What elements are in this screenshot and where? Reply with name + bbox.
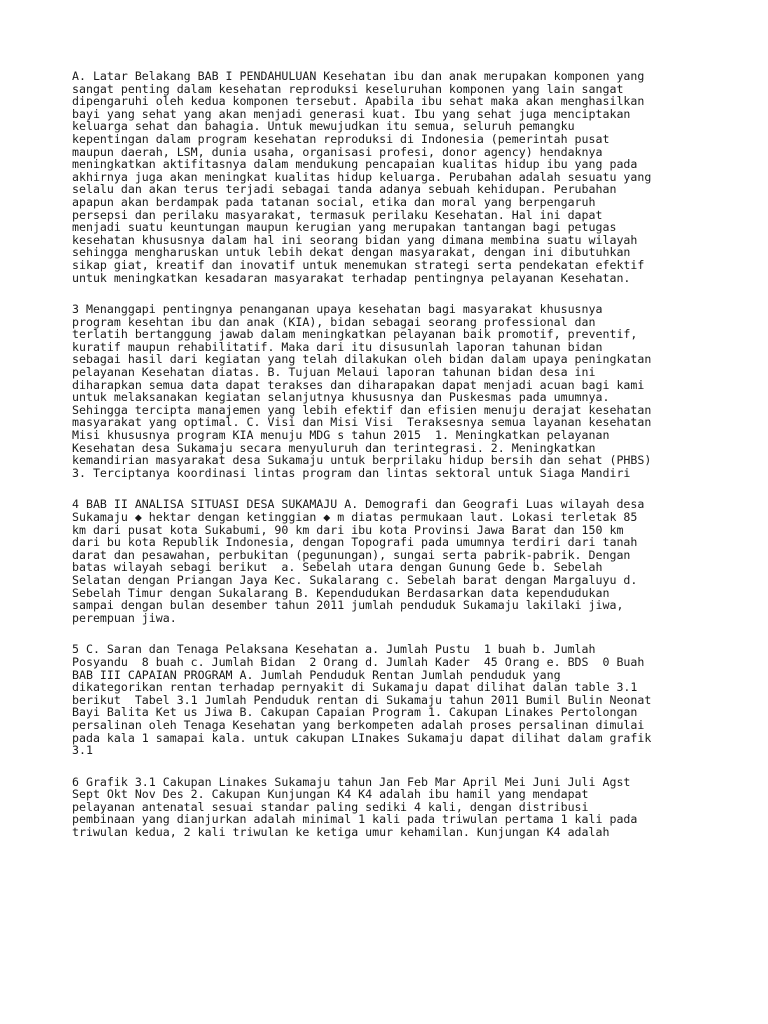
text-line: akhirnya juga akan meningkat kualitas hidup keluarga. Perubahan adalah sesuatu yang	[72, 169, 652, 184]
text-line: Bayi Balita Ket us Jiwa B. Cakupan Capaian Program 1. Cakupan Linakes Pertolongan	[72, 705, 638, 720]
text-line: bayi yang sehat yang akan menjadi generasi kuat. Ibu yang sehat juga menciptakan	[72, 106, 631, 121]
text-line: dari bu kota Republik Indonesia, dengan Topografi pada umumnya terdiri dari tanah	[72, 535, 638, 550]
text-line: Posyandu 8 buah c. Jumlah Bidan 2 Orang d. Jumlah Kader 45 Orang e. BDS 0 Buah	[72, 654, 645, 669]
document-page	[72, 70, 712, 858]
text-line: BAB III CAPAIAN PROGRAM A. Jumlah Penduduk Rentan Jumlah penduduk yang	[72, 667, 561, 682]
paragraph-3	[72, 498, 712, 624]
text-line: sampai dengan bulan desember tahun 2011 jumlah penduduk Sukamaju lakilaki jiwa,	[72, 598, 624, 613]
text-line: Sebelah Timur dengan Sukalarang B. Kependudukan Berdasarkan data kependudukan	[72, 585, 610, 600]
text-line: sikap giat, kreatif dan inovatif untuk menemukan strategi serta pendekatan efektif	[72, 257, 645, 272]
text-line: program kesehtan ibu dan anak (KIA), bidan sebagai seorang professional dan	[72, 314, 596, 329]
text-line: meningkatkan aktifitasnya dalam mendukung pencapaian kualitas hidup ibu yang pada	[72, 157, 638, 172]
text-line: kuratif maupun rehabilitatif. Maka dari itu disusunlah laporan tahunan bidan	[72, 339, 603, 354]
text-line: kemandirian masyarakat desa Sukamaju untuk berprilaku hidup bersih dan sehat (PHBS)	[72, 453, 652, 468]
paragraph-4	[72, 643, 712, 756]
text-line: menjadi suatu keuntungan maupun kerugian yang merupakan tantangan bagi petugas	[72, 220, 617, 235]
text-line: untuk meningkatkan kesadaran masyarakat terhadap pentingnya pelayanan Kesehatan.	[72, 270, 631, 285]
text-line: kepentingan dalam program kesehatan reproduksi di Indonesia (pemerintah pusat	[72, 131, 610, 146]
text-line: untuk melaksanakan kegiatan selanjutnya khususnya dan Puskesmas pada umumnya.	[72, 390, 610, 405]
text-line: 6 Grafik 3.1 Cakupan Linakes Sukamaju tahun Jan Feb Mar April Mei Juni Juli Agst	[72, 774, 631, 789]
text-line: selalu dan akan terus terjadi sebagai tanda adanya sebuah kehidupan. Perubahan	[72, 182, 617, 197]
text-line: pelayanan Kesehatan diatas. B. Tujuan Melaui laporan tahunan bidan desa ini	[72, 365, 596, 380]
text-line: 3 Menanggapi pentingnya penanganan upaya kesehatan bagi masyarakat khususnya	[72, 302, 603, 317]
text-line: maupun daerah, LSM, dunia usaha, organisasi profesi, donor agency) hendaknya	[72, 144, 603, 159]
text-line: pada kala 1 samapai kala. untuk cakupan LInakes Sukamaju dapat dilihat dalam grafik	[72, 730, 652, 745]
text-line: persepsi dan perilaku masyarakat, termasuk perilaku Kesehatan. Hal ini dapat	[72, 207, 603, 222]
text-line: 4 BAB II ANALISA SITUASI DESA SUKAMAJU A. Demografi dan Geografi Luas wilayah desa	[72, 497, 645, 512]
text-line: diharapkan semua data dapat terakses dan diharapakan dapat menjadi acuan bagi kami	[72, 377, 645, 392]
text-line: berikut Tabel 3.1 Jumlah Penduduk rentan di Sukamaju tahun 2011 Bumil Bulin Neonat	[72, 692, 652, 707]
text-line: dipengaruhi oleh kedua komponen tersebut. Apabila ibu sehat maka akan menghasilkan	[72, 94, 645, 109]
text-line: sangat penting dalam kesehatan reproduksi keseluruhan komponen yang lain sangat	[72, 81, 624, 96]
paragraph-1	[72, 70, 712, 284]
text-line: 5 C. Saran dan Tenaga Pelaksana Kesehatan a. Jumlah Pustu 1 buah b. Jumlah	[72, 642, 596, 657]
text-line: terlatih bertanggung jawab dalam meningkatkan pelayanan baik promotif, preventif,	[72, 327, 638, 342]
text-line: pelayanan antenatal sesuai standar paling sediki 4 kali, dengan distribusi	[72, 799, 589, 814]
text-line: pembinaan yang dianjurkan adalah minimal 1 kali pada triwulan pertama 1 kali pada	[72, 812, 638, 827]
text-line: A. Latar Belakang BAB I PENDAHULUAN Kesehatan ibu dan anak merupakan komponen yang	[72, 69, 645, 83]
paragraph-2	[72, 303, 712, 479]
text-line: Sehingga tercipta manajemen yang lebih efektif dan efisien menuju derajat kesehatan	[72, 402, 652, 417]
text-line: Sept Okt Nov Des 2. Cakupan Kunjungan K4 K4 adalah ibu hamil yang mendapat	[72, 787, 589, 802]
text-line: darat dan pesawahan, perbukitan (pegunungan), sungai serta pabrik-pabrik. Dengan	[72, 547, 631, 562]
text-line: Selatan dengan Priangan Jaya Kec. Sukalarang c. Sebelah barat dengan Margaluyu d.	[72, 572, 638, 587]
text-line: persalinan oleh Tenaga Kesehatan yang berkompeten adalah proses persalinan dimulai	[72, 717, 645, 732]
text-line: Kesehatan desa Sukamaju secara menyuluruh dan terintegrasi. 2. Meningkatkan	[72, 440, 596, 455]
text-line: sehingga mengharuskan untuk lebih dekat dengan masyarakat, dengan ini dibutuhkan	[72, 245, 631, 260]
text-line: Sukamaju ◆ hektar dengan ketinggian ◆ m diatas permukaan laut. Lokasi terletak 85	[72, 510, 638, 524]
text-line: kesehatan khususnya dalam hal ini seorang bidan yang dimana membina suatu wilayah	[72, 232, 638, 247]
paragraph-5	[72, 776, 712, 839]
text-line: perempuan jiwa.	[72, 610, 177, 625]
text-line: triwulan kedua, 2 kali triwulan ke ketiga umur kehamilan. Kunjungan K4 adalah	[72, 825, 610, 840]
text-line: 3. Terciptanya koordinasi lintas program dan lintas sektoral untuk Siaga Mandiri	[72, 465, 631, 480]
text-line: apapun akan berdampak pada tatanan social, etika dan moral yang berpengaruh	[72, 194, 596, 209]
text-line: batas wilayah sebagi berikut a. Sebelah utara dengan Gunung Gede b. Sebelah	[72, 560, 603, 575]
text-line: sebagai hasil dari kegiatan yang telah dilakukan oleh bidan dalam upaya peningkatan	[72, 352, 652, 367]
text-line: Misi khususnya program KIA menuju MDG s tahun 2015 1. Meningkatkan pelayanan	[72, 428, 610, 443]
text-line: km dari pusat kota Sukabumi, 90 km dari ibu kota Provinsi Jawa Barat dan 150 km	[72, 522, 624, 537]
text-line: keluarga sehat dan bahagia. Untuk mewujudkan itu semua, seluruh pemangku	[72, 119, 575, 134]
text-line: 3.1	[72, 743, 93, 758]
text-line: masyarakat yang optimal. C. Visi dan Misi Visi Teraksesnya semua layanan kesehatan	[72, 415, 652, 430]
text-line: dikategorikan rentan terhadap pernyakit di Sukamaju dapat dilihat dalan table 3.1	[72, 680, 638, 695]
